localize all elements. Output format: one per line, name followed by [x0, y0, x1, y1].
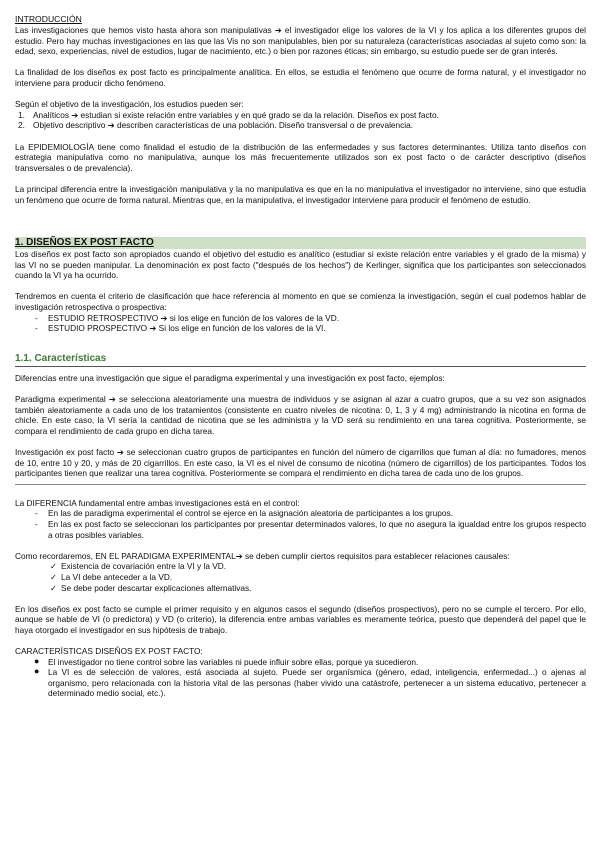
- control-difference-list: [15, 508, 586, 540]
- section11-paragraph-7: CARACTERÍSTICAS DISEÑOS EX POST FACTO:: [15, 646, 203, 657]
- study-direction-list: [15, 313, 586, 334]
- list-item: 1. Analíticos ➔ estudian si existe relación entre variables y en qué grado se da la relación. Diseños ex post facto.: [18, 109, 439, 120]
- list-item: - En las de paradigma experimental el control se ejerce en la asignación aleatoria de participantes a los grupos.: [35, 508, 453, 519]
- list-item: - ESTUDIO PROSPECTIVO ➔ Si los elige en función de los valores de la VI.: [35, 323, 326, 334]
- intro-paragraph-2: La finalidad de los diseños ex post facto es principalmente analítica. En ellos, se estudia el fenómeno que ocurre de forma natural, y el investigador no interviene para producir dicho fenómeno.: [15, 67, 586, 88]
- intro-heading: INTRODUCCIÓN: [15, 14, 82, 24]
- section11-paragraph-3: Investigación ex post facto ➔ se seleccionan cuatro grupos de participantes en función del número de cigarrillos que fuman al día: no fumadores, menos de 10, entre 10 y 20, y más de 20 cigarrillos. En este caso, la VI es el nivel de consumo de nicotina (número de cigarrillos) de los participantes. Todos los participantes tienen que realizar una tarea cognitiva. Posteriormente se compara el rendimiento en dicha tarea de cada uno de los grupos.: [15, 447, 586, 479]
- list-item: ● El investigador no tiene control sobre las variables ni puede influir sobre ellas, porque ya sucedieron.: [34, 655, 419, 667]
- intro-paragraph-5: La principal diferencia entre la investigación manipulativa y la no manipulativa es que en la no manipulativa el investigador no interviene, sino que estudia un fenómeno que ocurre de forma natural. Mientras que, en la manipulativa, el investigador interviene para producir el fenómeno de estudio.: [15, 183, 586, 205]
- study-type-list: [15, 110, 586, 131]
- subsection-heading-caracteristicas: 1.1. Características: [15, 352, 586, 367]
- section11-paragraph-6: En los diseños ex post facto se cumple el primer requisito y en algunos casos el segundo (diseños prospectivos), pero no se cumple el tercero. Por ello, aunque se hable de VI (o predictora) y VD (o criterio), la diferencia entre ambas variables es meramente teórica, puesto que dependerá del papel que le haya otorgado el investigador en sus hipótesis de trabajo.: [15, 603, 586, 635]
- list-item: ✓ Existencia de covariación entre la VI y la VD.: [50, 561, 227, 572]
- intro-paragraph-4: La EPIDEMIOLOGÍA tiene como finalidad el estudio de la distribución de las enfermedades y sus factores determinantes. Utiliza tanto diseños con estrategia manipulativa como no manipulativa, aunque los más frecuentemente utilizados son ex post facto o de carácter descriptivo (diseños transversales o de prevalencia).: [15, 141, 586, 173]
- document-page: [15, 14, 586, 699]
- list-item: ✓ Se debe poder descartar explicaciones alternativas.: [50, 582, 252, 593]
- section-heading-disenos: 1. DISEÑOS EX POST FACTO: [15, 237, 586, 249]
- list-item: ● La VI es de selección de valores, está asociada al sujeto. Puede ser organísmica (género, edad, inteligencia, enfermedad...) o ajenas al organismo, pero relacionada con la historia vital de las personas (haber vivido una catástrofe, pertenecer a un sistema educativo, pertenecer a determinado medio social, etc.).: [34, 666, 586, 699]
- list-item: - ESTUDIO RETROSPECTIVO ➔ si los elige en función de los valores de la VD.: [35, 312, 339, 323]
- section1-paragraph-2: Tendremos en cuenta el criterio de clasificación que hace referencia al momento en que se comienza la investigación, según el cual podemos hablar de investigación retrospectiva o prospectiva:: [15, 291, 586, 313]
- list-item: ✓ La VI debe anteceder a la VD.: [50, 571, 173, 582]
- section11-paragraph-1: Diferencias entre una investigación que sigue el paradigma experimental y una investigación ex post facto, ejemplos:: [15, 372, 445, 383]
- list-item: - En las ex post facto se seleccionan los participantes por presentar determinados valores, lo que no asegura la igualdad entre los grupos respecto a otras posibles variables.: [35, 518, 586, 540]
- intro-paragraph-1: Las investigaciones que hemos visto hasta ahora son manipulativas ➔ el investigador elige los valores de la VI y los aplica a los diferentes grupos del estudio. Pero hay muchas investigaciones en las que las Vis no son manipulables, bien por su naturaleza (características asociadas al sujeto como son: la edad, sexo, experiencias, nivel de estudios, lugar de nacimiento, etc.) o bien por razones éticas; sin embargo, su estudio puede ser de gran interés.: [15, 25, 586, 57]
- causal-requirements-list: [15, 561, 586, 593]
- list-item: 2. Objetivo descriptivo ➔ describen características de una población. Diseño transversal o de prevalencia.: [18, 120, 414, 131]
- section11-paragraph-4: La DIFERENCIA fundamental entre ambas investigaciones está en el control:: [15, 497, 300, 508]
- section11-paragraph-2: Paradigma experimental ➔ se selecciona aleatoriamente una muestra de individuos y se asignan al azar a cuatro grupos, que a su vez son asignados también aleatoriamente a cada uno de los tratamientos (consistente en cuatro niveles de nicotina: 0, 1, 3 y 4 mg) administrando la nicotina en forma de chicle. En este caso, la VI sería la cantidad de nicotina que se les administra y la VD será su rendimiento en una tarea cognitiva. Posteriormente, se compara el rendimiento de cada grupo en dicha tarea.: [15, 394, 586, 436]
- characteristics-list: [15, 657, 586, 699]
- section11-paragraph-5: Como recordaremos, EN EL PARADIGMA EXPERIMENTAL➔ se deben cumplir ciertos requisitos para establecer relaciones causales:: [15, 550, 510, 561]
- intro-paragraph-3: Según el objetivo de la investigación, los estudios pueden ser:: [15, 99, 244, 110]
- section1-paragraph-1: Los diseños ex post facto son apropiados cuando el objetivo del estudio es analítico (estudiar si existe relación entre variables y el grado de la misma) y las VI no se pueden manipular. La denominación ex post facto ("después de los hechos") de Kerlinger, significa que los participantes son seleccionados cuando la VI ya ha ocurrido.: [15, 249, 586, 281]
